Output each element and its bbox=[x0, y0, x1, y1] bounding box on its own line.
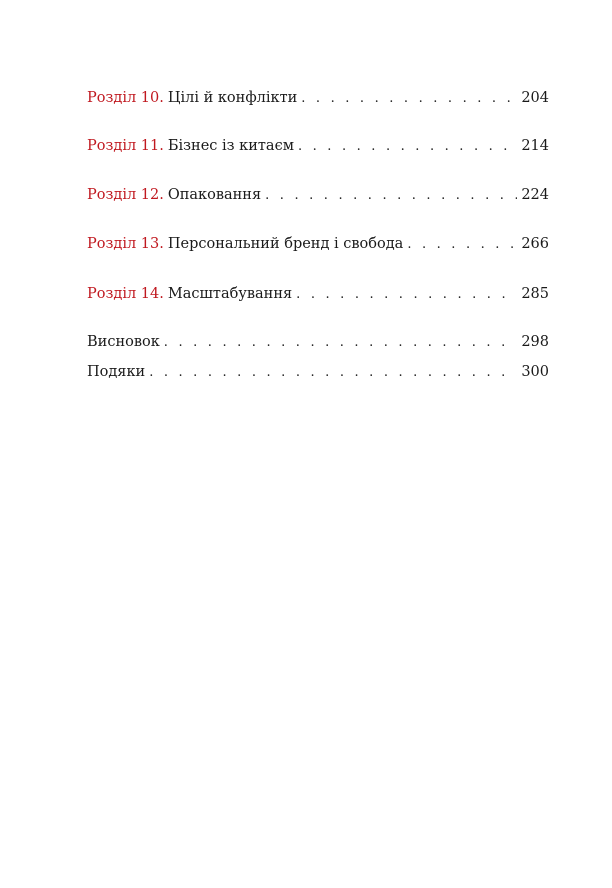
chapter-title: Цілі й конфлікти bbox=[167, 90, 298, 106]
page-number: 204 bbox=[521, 90, 549, 106]
chapter-title: Персональний бренд і свобода bbox=[167, 236, 404, 252]
chapter-number: Розділ 13. bbox=[87, 236, 164, 252]
dot-leader bbox=[301, 90, 517, 108]
dot-leader bbox=[296, 286, 517, 304]
toc-entry-chapter-12[interactable] bbox=[87, 186, 549, 205]
dot-leader bbox=[298, 138, 517, 156]
chapter-title: Бізнес із китаєм bbox=[167, 138, 294, 154]
toc-entry-chapter-14[interactable] bbox=[87, 285, 549, 304]
chapter-number: Розділ 10. bbox=[87, 90, 164, 106]
page-number: 266 bbox=[521, 236, 549, 252]
dot-leader bbox=[265, 187, 517, 205]
section-title: Подяки bbox=[87, 364, 146, 380]
toc-entry-acknowledgements[interactable] bbox=[87, 363, 549, 382]
toc-entry-chapter-10[interactable] bbox=[87, 89, 549, 108]
chapter-number: Розділ 14. bbox=[87, 286, 164, 302]
toc-entry-chapter-11[interactable] bbox=[87, 137, 549, 156]
chapter-number: Розділ 11. bbox=[87, 138, 164, 154]
page-number: 300 bbox=[521, 364, 549, 380]
dot-leader bbox=[149, 364, 517, 382]
toc-entry-conclusion[interactable] bbox=[87, 333, 549, 352]
chapter-number: Розділ 12. bbox=[87, 187, 164, 203]
toc-entry-chapter-13[interactable] bbox=[87, 235, 549, 254]
chapter-title: Масштабування bbox=[167, 286, 293, 302]
page-number: 285 bbox=[521, 286, 549, 302]
chapter-title: Опаковання bbox=[167, 187, 262, 203]
page-number: 298 bbox=[521, 334, 549, 350]
dot-leader bbox=[164, 334, 518, 352]
page-number: 224 bbox=[521, 187, 549, 203]
dot-leader bbox=[407, 236, 517, 254]
page-number: 214 bbox=[521, 138, 549, 154]
section-title: Висновок bbox=[87, 334, 160, 350]
